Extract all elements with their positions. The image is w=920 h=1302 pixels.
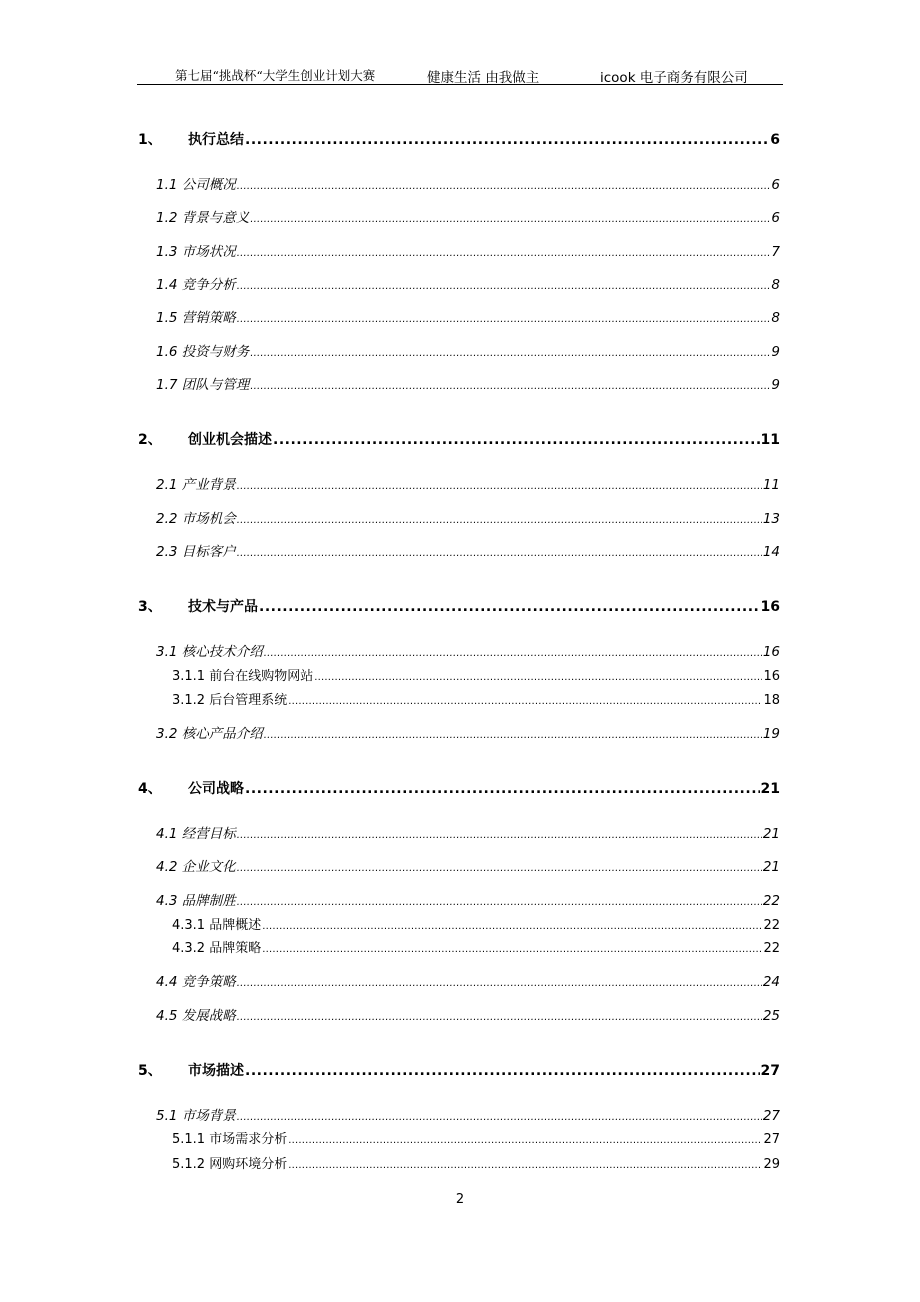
toc-section[interactable] bbox=[156, 240, 780, 260]
toc-title: 5.1.2 网购环境分析 bbox=[172, 1157, 288, 1172]
toc-page-number: 22 bbox=[763, 918, 780, 933]
dot-leader bbox=[245, 132, 769, 148]
toc-section[interactable] bbox=[156, 540, 780, 560]
toc-page-number: 29 bbox=[763, 1157, 780, 1172]
dot-leader bbox=[237, 248, 771, 259]
toc-subsection[interactable] bbox=[172, 937, 780, 956]
toc-number: 1、 bbox=[138, 132, 162, 148]
header-slogan: 健康生活 由我做主 bbox=[427, 70, 540, 86]
dot-leader bbox=[237, 830, 762, 841]
toc-section[interactable] bbox=[156, 173, 780, 193]
toc-chapter[interactable] bbox=[138, 596, 780, 616]
dot-leader bbox=[237, 978, 762, 989]
dot-leader bbox=[288, 1135, 762, 1146]
toc-section[interactable] bbox=[156, 206, 780, 226]
dot-leader bbox=[237, 181, 771, 192]
dot-leader bbox=[237, 1112, 762, 1123]
dot-leader bbox=[262, 921, 762, 932]
toc-title: 3.1.2 后台管理系统 bbox=[172, 693, 288, 708]
toc-title: 2.1 产业背景 bbox=[156, 477, 236, 493]
toc-chapter[interactable] bbox=[138, 429, 780, 449]
toc-title: 2.3 目标客户 bbox=[156, 544, 236, 560]
toc-page-number: 9 bbox=[771, 377, 780, 393]
dot-leader bbox=[237, 1012, 762, 1023]
dot-leader bbox=[237, 481, 762, 492]
dot-leader bbox=[259, 599, 760, 615]
toc-subsection[interactable] bbox=[172, 914, 780, 933]
dot-leader bbox=[250, 381, 770, 392]
toc-title: 2.2 市场机会 bbox=[156, 511, 236, 527]
toc-title: 1.1 公司概况 bbox=[156, 177, 236, 193]
dot-leader bbox=[237, 548, 762, 559]
header-contest-name: 第七届“挑战杯“大学生创业计划大赛 bbox=[175, 68, 376, 83]
toc-number: 3、 bbox=[138, 599, 162, 615]
toc-section[interactable] bbox=[156, 340, 780, 360]
toc-page-number: 6 bbox=[770, 132, 780, 148]
toc-title: 市场描述 bbox=[188, 1063, 244, 1079]
toc-section[interactable] bbox=[156, 507, 780, 527]
dot-leader bbox=[237, 863, 762, 874]
toc-title: 1.5 营销策略 bbox=[156, 310, 236, 326]
toc-title: 5.1 市场背景 bbox=[156, 1108, 236, 1124]
toc-chapter[interactable] bbox=[138, 129, 780, 149]
toc-page-number: 27 bbox=[763, 1132, 780, 1147]
toc-subsection[interactable] bbox=[172, 689, 780, 708]
dot-leader bbox=[314, 672, 762, 683]
dot-leader bbox=[237, 515, 762, 526]
toc-section[interactable] bbox=[156, 1104, 780, 1124]
toc-section[interactable] bbox=[156, 273, 780, 293]
toc-page-number: 11 bbox=[762, 477, 780, 493]
toc-subsection[interactable] bbox=[172, 1153, 780, 1172]
toc-title: 技术与产品 bbox=[188, 599, 258, 615]
toc-title: 创业机会描述 bbox=[188, 432, 272, 448]
toc-page-number: 9 bbox=[771, 344, 780, 360]
dot-leader bbox=[245, 1063, 760, 1079]
toc-number: 2、 bbox=[138, 432, 162, 448]
dot-leader bbox=[237, 281, 771, 292]
toc-page-number: 16 bbox=[760, 599, 780, 615]
dot-leader bbox=[288, 696, 762, 707]
toc-title: 执行总结 bbox=[188, 132, 244, 148]
dot-leader bbox=[237, 314, 771, 325]
dot-leader bbox=[262, 944, 762, 955]
dot-leader bbox=[250, 348, 770, 359]
toc-section[interactable] bbox=[156, 640, 780, 660]
toc-title: 4.4 竞争策略 bbox=[156, 974, 236, 990]
toc-page-number: 21 bbox=[762, 859, 780, 875]
toc-section[interactable] bbox=[156, 722, 780, 742]
toc-page-number: 25 bbox=[762, 1008, 780, 1024]
toc-title: 1.2 背景与意义 bbox=[156, 210, 250, 226]
dot-leader bbox=[264, 730, 762, 741]
dot-leader bbox=[250, 214, 770, 225]
toc-title: 4.1 经营目标 bbox=[156, 826, 236, 842]
toc-page-number: 18 bbox=[763, 693, 780, 708]
toc-page-number: 16 bbox=[763, 669, 780, 684]
toc-title: 1.6 投资与财务 bbox=[156, 344, 250, 360]
toc-title: 5.1.1 市场需求分析 bbox=[172, 1132, 288, 1147]
toc-title: 1.3 市场状况 bbox=[156, 244, 236, 260]
toc-chapter[interactable] bbox=[138, 778, 780, 798]
toc-title: 1.4 竞争分析 bbox=[156, 277, 236, 293]
toc-page-number: 8 bbox=[771, 310, 780, 326]
toc-section[interactable] bbox=[156, 373, 780, 393]
toc-section[interactable] bbox=[156, 889, 780, 909]
toc-number: 5、 bbox=[138, 1063, 162, 1079]
toc-title: 4.3 品牌制胜 bbox=[156, 893, 236, 909]
toc-page-number: 11 bbox=[760, 432, 780, 448]
toc-page-number: 13 bbox=[762, 511, 780, 527]
toc-page-number: 6 bbox=[771, 177, 780, 193]
dot-leader bbox=[288, 1160, 762, 1171]
toc-chapter[interactable] bbox=[138, 1060, 780, 1080]
dot-leader bbox=[273, 432, 760, 448]
toc-page-number: 16 bbox=[762, 644, 780, 660]
toc-title: 3.1.1 前台在线购物网站 bbox=[172, 669, 314, 684]
header-company-name: icook 电子商务有限公司 bbox=[600, 70, 748, 86]
toc-page-number: 22 bbox=[762, 893, 780, 909]
toc-title: 4.5 发展战略 bbox=[156, 1008, 236, 1024]
toc-section[interactable] bbox=[156, 970, 780, 990]
toc-page-number: 6 bbox=[771, 210, 780, 226]
toc-page-number: 27 bbox=[762, 1108, 780, 1124]
toc-page-number: 8 bbox=[771, 277, 780, 293]
toc-page-number: 19 bbox=[762, 726, 780, 742]
dot-leader bbox=[245, 781, 760, 797]
toc-section[interactable] bbox=[156, 1004, 780, 1024]
toc-title: 3.2 核心产品介绍 bbox=[156, 726, 263, 742]
toc-section[interactable] bbox=[156, 306, 780, 326]
toc-subsection[interactable] bbox=[172, 665, 780, 684]
toc-section[interactable] bbox=[156, 822, 780, 842]
toc-title: 3.1 核心技术介绍 bbox=[156, 644, 263, 660]
toc-page-number: 27 bbox=[760, 1063, 780, 1079]
toc-page-number: 21 bbox=[760, 781, 780, 797]
toc-page-number: 22 bbox=[763, 941, 780, 956]
toc-page-number: 14 bbox=[762, 544, 780, 560]
toc-subsection[interactable] bbox=[172, 1128, 780, 1147]
toc-title: 4.2 企业文化 bbox=[156, 859, 236, 875]
page-number: 2 bbox=[455, 1192, 465, 1207]
toc-title: 4.3.1 品牌概述 bbox=[172, 918, 262, 933]
toc-title: 4.3.2 品牌策略 bbox=[172, 941, 262, 956]
toc-section[interactable] bbox=[156, 855, 780, 875]
toc-section[interactable] bbox=[156, 473, 780, 493]
dot-leader bbox=[264, 648, 762, 659]
toc-page-number: 24 bbox=[762, 974, 780, 990]
toc-number: 4、 bbox=[138, 781, 162, 797]
toc-title: 公司战略 bbox=[188, 781, 244, 797]
toc-page-number: 21 bbox=[762, 826, 780, 842]
toc-title: 1.7 团队与管理 bbox=[156, 377, 250, 393]
dot-leader bbox=[237, 897, 762, 908]
toc-page-number: 7 bbox=[771, 244, 780, 260]
